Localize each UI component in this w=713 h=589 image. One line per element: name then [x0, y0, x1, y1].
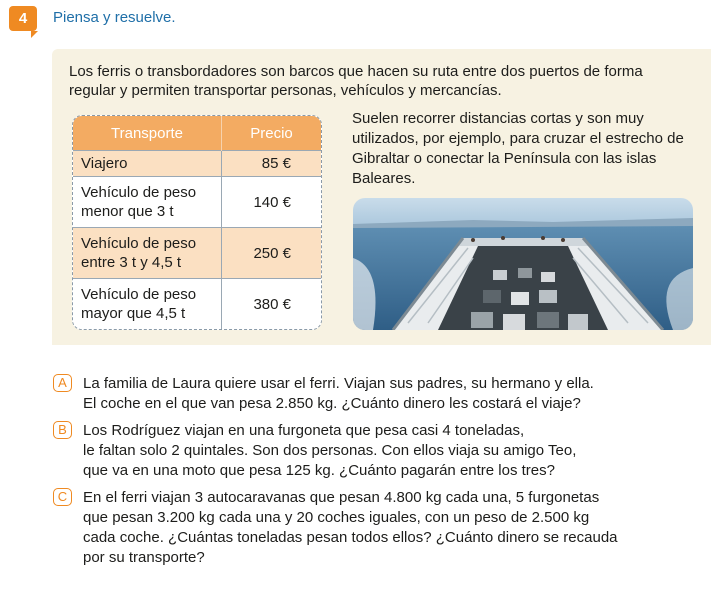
price-cell: 380 €	[222, 279, 322, 329]
question-text-line: En el ferri viajan 3 autocaravanas que pesan 4.800 kg cada una, 5 furgonetas	[83, 489, 600, 506]
table-row	[73, 151, 321, 177]
question-a	[53, 374, 653, 414]
ferry-description: Suelen recorrer distancias cortas y son muy utilizados, por ejemplo, para cruzar el estrecho de Gibraltar o conectar la Península con las islas Baleares.	[352, 110, 684, 187]
price-cell: 250 €	[222, 228, 322, 279]
question-label: C	[53, 488, 72, 506]
table-header-transport: Transporte	[73, 116, 222, 151]
question-text-line: por su transporte?	[83, 549, 205, 566]
question-text-line: La familia de Laura quiere usar el ferri. Viajan sus padres, su hermano y ella.	[83, 375, 594, 392]
question-text-line: le faltan solo 2 quintales. Son dos personas. Con ellos viaja su amigo Teo,	[83, 442, 577, 459]
table-row	[73, 228, 321, 279]
questions-list	[53, 374, 653, 575]
ferry-photo	[353, 198, 693, 330]
exercise-title: Piensa y resuelve.	[53, 9, 176, 26]
intro-text: Los ferris o transbordadores son barcos que hacen su ruta entre dos puertos de forma regular y permiten transportar personas, vehículos y mercancías.	[69, 63, 643, 99]
exercise-number-badge: 4	[9, 6, 37, 31]
question-text-line: El coche en el que van pesa 2.850 kg. ¿Cuánto dinero les costará el viaje?	[83, 395, 581, 412]
price-table	[72, 115, 322, 330]
question-c	[53, 488, 653, 568]
table-row	[73, 177, 321, 228]
transport-cell: Vehículo de peso mayor que 4,5 t	[73, 279, 222, 329]
transport-cell: Vehículo de peso entre 3 t y 4,5 t	[73, 228, 222, 279]
question-text-line: Los Rodríguez viajan en una furgoneta que pesa casi 4 toneladas,	[83, 422, 525, 439]
ferry-image-icon	[353, 198, 693, 330]
question-text-line: cada coche. ¿Cuántas toneladas pesan todos ellos? ¿Cuánto dinero se recauda	[83, 529, 618, 546]
question-label: A	[53, 374, 72, 392]
question-text-line: que va en una moto que pesa 125 kg. ¿Cuánto pagarán entre los tres?	[83, 462, 555, 479]
table-header-price: Precio	[222, 116, 322, 151]
price-cell: 85 €	[222, 151, 322, 177]
question-label: B	[53, 421, 72, 439]
table-row	[73, 279, 321, 329]
transport-cell: Vehículo de peso menor que 3 t	[73, 177, 222, 228]
question-text-line: que pesan 3.200 kg cada una y 20 coches iguales, con un peso de 2.500 kg	[83, 509, 590, 526]
transport-cell: Viajero	[73, 151, 222, 177]
price-cell: 140 €	[222, 177, 322, 228]
question-b	[53, 421, 653, 481]
